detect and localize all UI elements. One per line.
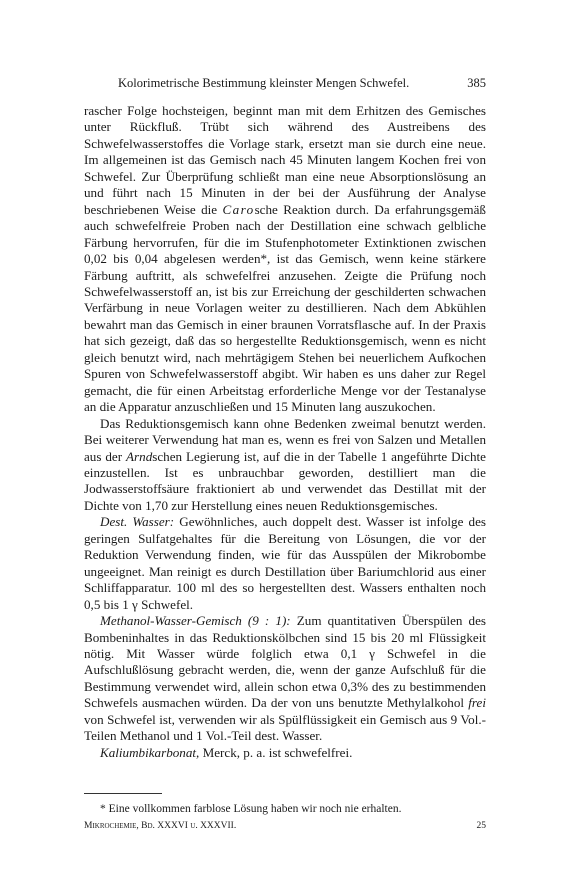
kaliumbikarbonat-text: Merck, p. a. ist schwefelfrei. (199, 744, 353, 760)
footnote-rule (84, 793, 162, 794)
frei-emphasis: frei (468, 695, 486, 711)
body-text (84, 103, 486, 761)
paragraph-methanol (84, 613, 486, 745)
paragraph-kaliumbikarbonat (84, 745, 486, 761)
printer-signature-line (84, 821, 486, 835)
paragraph-2 (84, 416, 486, 515)
arnd-name: Arnd (126, 448, 153, 464)
paragraph-1 (84, 103, 486, 416)
journal-signature: Mikrochemie, Bd. XXXVI u. XXXVII. (84, 821, 237, 831)
paragraph-dest-wasser (84, 514, 486, 613)
methanol-text-1: Zum quantitativen Überspülen des Bombeninhaltes in das Reduktionskölbchen sind 15 bis 20 ml Flüssigkeit nötig. Mit Wasser würde folglich etwa 0,1 γ Schwefel in die Aufschlußlösung gebracht werden, die, wenn der ganze Aufschluß für die Bestimmung verwendet wird, allein schon etwa 0,3% des zu bestimmenden Schwefels ausmachen würden. Da der von uns benutzte Methylalkohol (84, 613, 486, 711)
footnote: * Eine vollkommen farblose Lösung haben wir noch nie erhalten. (100, 803, 402, 815)
running-title: Kolorimetrische Bestimmung kleinster Mengen Schwefel. (118, 76, 410, 90)
dest-wasser-text: Gewöhnliches, auch doppelt dest. Wasser ist infolge des geringen Sulfatgehaltes für die Bereitung von Lösungen, die vor der Reduktion Verwendung finden, wie für das Ausspülen der Mikrobombe ungeeignet. Man reinigt es durch Destillation über Bariumchlorid aus einer Schliffapparatur. 100 ml des so hergestellten dest. Wassers enthalten noch 0,5 bis 1 γ Schwefel. (84, 514, 486, 612)
methanol-text-2: von Schwefel ist, verwenden wir als Spülflüssigkeit ein Gemisch aus 9 Vol.-Teilen Methanol und 1 Vol.-Teil dest. Wasser. (84, 711, 486, 744)
kaliumbikarbonat-heading: Kaliumbikarbonat, (100, 744, 200, 760)
running-header (118, 76, 486, 92)
caro-name: Caro (222, 201, 255, 217)
paragraph-2-post: schen Legierung ist, auf die in der Tabelle 1 angeführte Dichte einzustellen. Ist es unbrauchbar geworden, destilliert man die Jodwasserstoffsäure fraktioniert ab und verwendet das Destillat mit der Dichte von 1,70 zur Herstellung eines neuen Reduktionsgemisches. (84, 448, 486, 513)
paragraph-2-pre: Das Reduktionsgemisch kann ohne Bedenken zweimal benutzt werden. Bei weiterer Verwendung hat man es, wenn es frei von Salzen und Metallen aus der (84, 415, 486, 464)
paragraph-1-part-1: rascher Folge hochsteigen, beginnt man mit dem Erhitzen des Gemisches unter Rückfluß. Trübt sich während des Austreibens des Schwefelwasserstoffes die Vorlage stark, ersetzt man sie durch eine neue. Im allgemeinen ist das Gemisch nach 45 Minuten langem Kochen frei von Schwefel. Zur Überprüfung schließt man eine neue Absorptionslösung an und führt nach 15 Minuten in der bei der Ausführung der Analyse beschriebenen Weise die (84, 103, 486, 217)
page-number: 385 (467, 76, 486, 90)
paragraph-1-part-2: sche Reaktion durch. Da erfahrungsgemäß auch schwefelfreie Proben nach der Destillation eine schwach gelbliche Färbung hervorrufen, für die im Stufenphotometer Extinktionen zwischen 0,02 bis 0,04 abgelesen werden*, ist das Gemisch, wenn keine stärkere Färbung auftritt, als schwefelfrei anzusehen. Zeigte die Prüfung noch Schwefelwasserstoff an, ist bis zur Erreichung der geschilderten schwachen Verfärbung in neue Vorlagen weiter zu destillieren. Nach dem Abkühlen bewahrt man das Gemisch in einer braunen Vorratsflasche auf. In der Praxis hat sich gezeigt, daß das so hergestellte Reduktionsgemisch, wenn es nicht gleich benutzt wird, nach mehrtägigem Stehen bei neuerlichem Aufkochen Spuren von Schwefelwasserstoff abgibt. Wir haben es uns daher zur Regel gemacht, die für einen Arbeitstag erforderliche Menge vor der Testanalyse an die Apparatur anzuschließen und 15 Minuten lang auszukochen. (84, 201, 486, 415)
sheet-number: 25 (476, 821, 486, 831)
dest-wasser-heading: Dest. Wasser: (100, 514, 175, 530)
methanol-heading: Methanol-Wasser-Gemisch (9 : 1): (100, 613, 291, 629)
